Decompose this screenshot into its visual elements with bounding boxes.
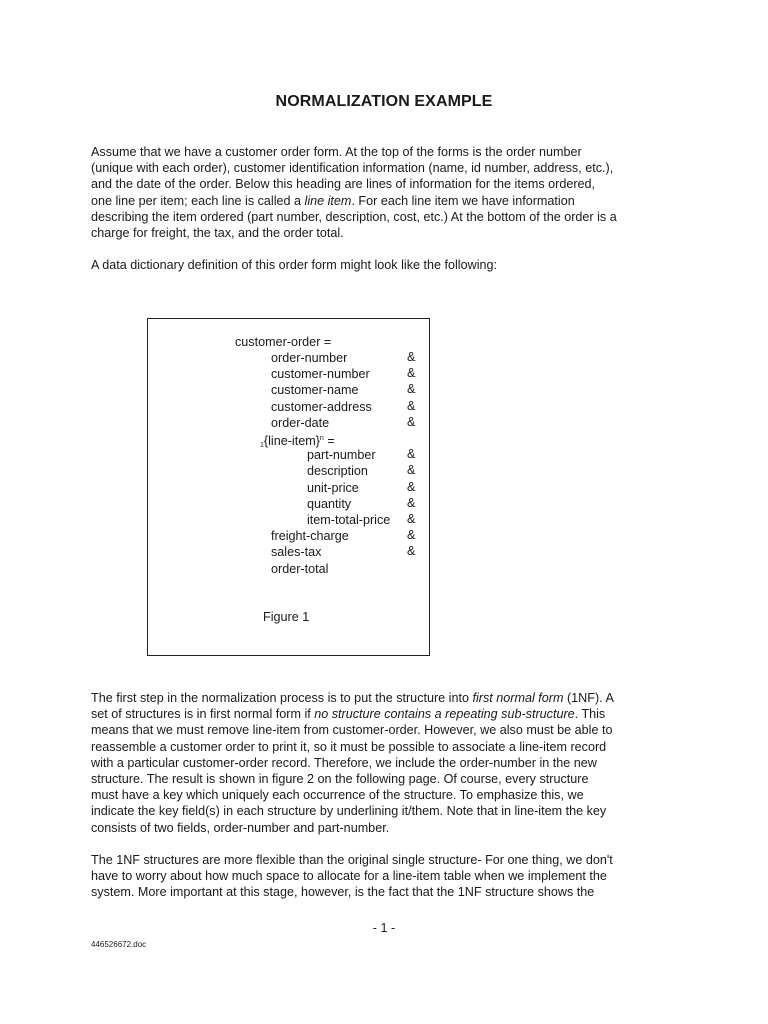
ampersand: & <box>407 480 416 494</box>
document-title: NORMALIZATION EXAMPLE <box>275 93 493 110</box>
figure-field: freight-charge <box>271 529 349 543</box>
text-line <box>91 193 691 209</box>
figure-sub-field: item-total-price <box>307 513 391 527</box>
text-line: system. More important at this stage, however, is the fact that the 1NF structure shows the <box>91 885 595 900</box>
text-line: and the date of the order. Below this heading are lines of information for the items ordered, <box>91 177 596 192</box>
text-line: must have a key which uniquely each occurrence of the structure. To emphasize this, we <box>91 788 584 803</box>
ampersand: & <box>407 512 416 526</box>
figure-field: sales-tax <box>271 545 322 559</box>
ampersand: & <box>407 496 416 510</box>
ampersand: & <box>407 399 416 413</box>
emphasis-text: first normal form <box>472 691 564 705</box>
text-line: A data dictionary definition of this order form might look like the following: <box>91 258 498 272</box>
normalization-paragraph <box>91 690 691 836</box>
text-line: means that we must remove line-item from customer-order. However, we also must be able to <box>91 723 613 738</box>
page-number: - 1 - <box>372 921 396 935</box>
group-label: {line-item} <box>263 434 320 448</box>
ampersand: & <box>407 463 416 477</box>
figure-caption: Figure 1 <box>263 610 310 624</box>
ampersand: & <box>407 415 416 429</box>
text-line: reassemble a customer order to print it, so it must be possible to associate a line-item record <box>91 739 607 754</box>
ampersand: & <box>407 544 416 558</box>
text-line: charge for freight, the tax, and the order total. <box>91 226 344 241</box>
text-segment: . This <box>574 707 606 722</box>
figure-sub-field: unit-price <box>307 481 359 495</box>
ampersand: & <box>407 447 416 461</box>
ampersand: & <box>407 350 416 364</box>
figure-field: customer-number <box>271 367 370 381</box>
figure-field: order-date <box>271 416 330 430</box>
text-segment: (1NF). A <box>563 691 614 705</box>
text-line <box>91 706 691 722</box>
repeat-min: 1 <box>260 442 264 449</box>
figure-header: customer-order = <box>235 335 332 349</box>
figure-sub-field: description <box>307 464 368 478</box>
ampersand: & <box>407 366 416 380</box>
text-line: indicate the key field(s) in each structure by underlining it/them. Note that in line-item the key <box>91 804 607 819</box>
text-segment: set of structures is in first normal form if <box>91 707 315 722</box>
text-line: with a particular customer-order record. Therefore, we include the order-number in the new <box>91 755 597 770</box>
text-line: (unique with each order), customer identification information (name, id number, address, etc.), <box>91 161 614 176</box>
text-segment: one line per item; each line is called a <box>91 193 305 208</box>
text-line: describing the item ordered (part number, description, cost, etc.) At the bottom of the order is a <box>91 209 617 224</box>
figure-field: customer-address <box>271 400 372 414</box>
document-filename: 446526672.doc <box>91 940 147 949</box>
figure-sub-field: quantity <box>307 497 352 511</box>
figure-sub-field: part-number <box>307 448 376 462</box>
ampersand: & <box>407 528 416 542</box>
emphasis-text: no structure contains a repeating sub-structure <box>314 707 575 722</box>
flexibility-paragraph <box>91 852 691 901</box>
text-line: The 1NF structures are more flexible than the original single structure- For one thing, we don't <box>91 853 613 867</box>
text-line: consists of two fields, order-number and part-number. <box>91 820 390 835</box>
repeat-max: n <box>319 435 324 442</box>
text-segment: The first step in the normalization process is to put the structure into <box>91 691 473 705</box>
text-line: have to worry about how much space to allocate for a line-item table when we implement the <box>91 869 607 884</box>
figure-field: customer-name <box>271 383 359 397</box>
figure-field: order-number <box>271 351 348 365</box>
text-line <box>91 690 691 706</box>
text-line: Assume that we have a customer order form. At the top of the forms is the order number <box>91 145 582 159</box>
group-equals: = <box>323 434 335 448</box>
text-line: structure. The result is shown in figure 2 on the following page. Of course, every structure <box>91 772 589 787</box>
ampersand: & <box>407 382 416 396</box>
text-segment: . For each line item we have information <box>351 193 575 208</box>
emphasis-text: line item <box>304 193 352 208</box>
intro-paragraph <box>91 144 691 241</box>
figure-field: order-total <box>271 562 329 576</box>
data-dictionary-intro <box>91 257 691 273</box>
